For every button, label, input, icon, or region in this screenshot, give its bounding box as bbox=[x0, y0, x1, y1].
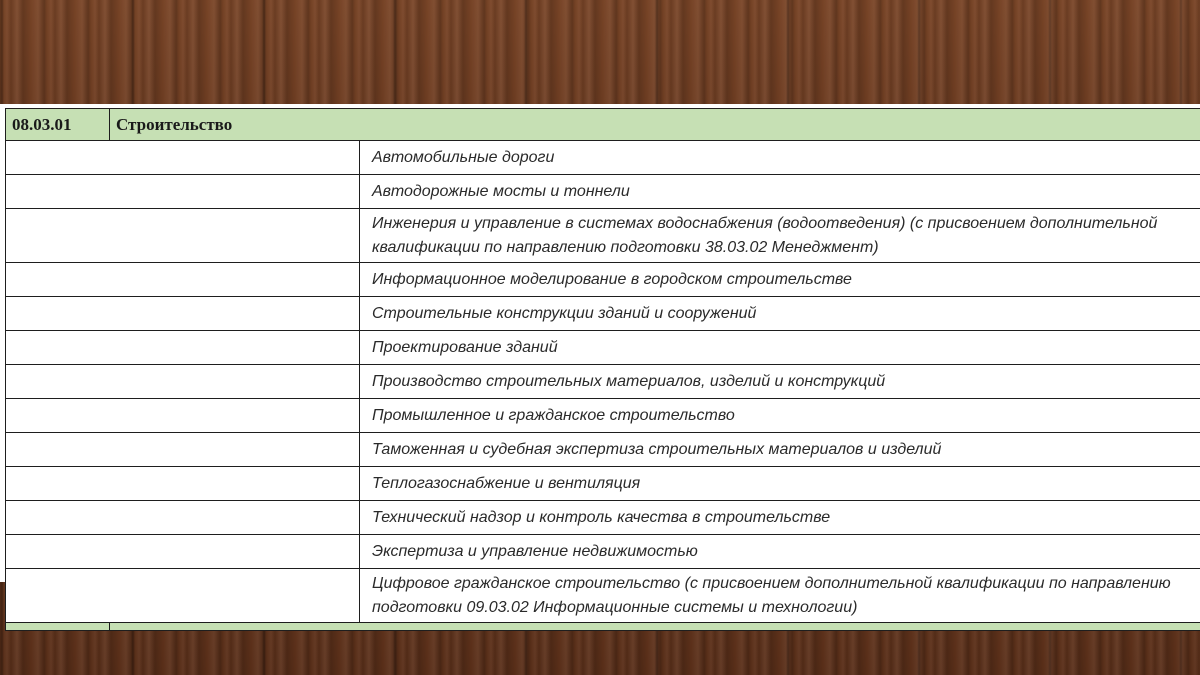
empty-cell bbox=[6, 209, 360, 263]
empty-cell bbox=[6, 467, 360, 501]
table-row bbox=[6, 263, 1200, 297]
table-row bbox=[6, 175, 1200, 209]
programs-table bbox=[5, 108, 1200, 631]
profile-name: Технический надзор и контроль качества в строительстве bbox=[360, 501, 1200, 535]
empty-cell bbox=[6, 331, 360, 365]
direction-code: 08.03.01 bbox=[6, 109, 110, 141]
table-row bbox=[6, 467, 1200, 501]
empty-cell bbox=[6, 297, 360, 331]
profile-name: Проектирование зданий bbox=[360, 331, 1200, 365]
table-row bbox=[6, 331, 1200, 365]
profile-name: Строительные конструкции зданий и сооружений bbox=[360, 297, 1200, 331]
direction-header-row bbox=[6, 109, 1200, 141]
profile-name: Информационное моделирование в городском строительстве bbox=[360, 263, 1200, 297]
profile-name: Автодорожные мосты и тоннели bbox=[360, 175, 1200, 209]
profile-name: Экспертиза и управление недвижимостью bbox=[360, 535, 1200, 569]
empty-cell bbox=[6, 399, 360, 433]
empty-cell bbox=[6, 175, 360, 209]
empty-cell bbox=[6, 433, 360, 467]
table-row bbox=[6, 501, 1200, 535]
direction-title: Строительство bbox=[110, 109, 1200, 141]
document-sheet bbox=[0, 104, 1200, 616]
profile-name: Цифровое гражданское строительство (с присвоением дополнительной квалификации по направлению подготовки 09.03.02 Информационные системы и технологии) bbox=[360, 569, 1200, 623]
table-row bbox=[6, 399, 1200, 433]
table-row bbox=[6, 141, 1200, 175]
profile-name: Инженерия и управление в системах водоснабжения (водоотведения) (с присвоением дополнительной квалификации по направлению подготовки 38.03.02 Менеджмент) bbox=[360, 209, 1200, 263]
empty-cell bbox=[6, 535, 360, 569]
table-row bbox=[6, 209, 1200, 263]
profile-name: Автомобильные дороги bbox=[360, 141, 1200, 175]
table-row bbox=[6, 297, 1200, 331]
wood-background-bottom bbox=[0, 582, 1200, 675]
empty-cell bbox=[6, 141, 360, 175]
wood-background-top bbox=[0, 0, 1200, 104]
profile-name: Таможенная и судебная экспертиза строительных материалов и изделий bbox=[360, 433, 1200, 467]
profile-name: Промышленное и гражданское строительство bbox=[360, 399, 1200, 433]
empty-cell bbox=[6, 501, 360, 535]
table-row bbox=[6, 433, 1200, 467]
empty-cell bbox=[6, 263, 360, 297]
profile-name: Производство строительных материалов, изделий и конструкций bbox=[360, 365, 1200, 399]
table-row bbox=[6, 535, 1200, 569]
table-row bbox=[6, 365, 1200, 399]
profile-name: Теплогазоснабжение и вентиляция bbox=[360, 467, 1200, 501]
empty-cell bbox=[6, 365, 360, 399]
